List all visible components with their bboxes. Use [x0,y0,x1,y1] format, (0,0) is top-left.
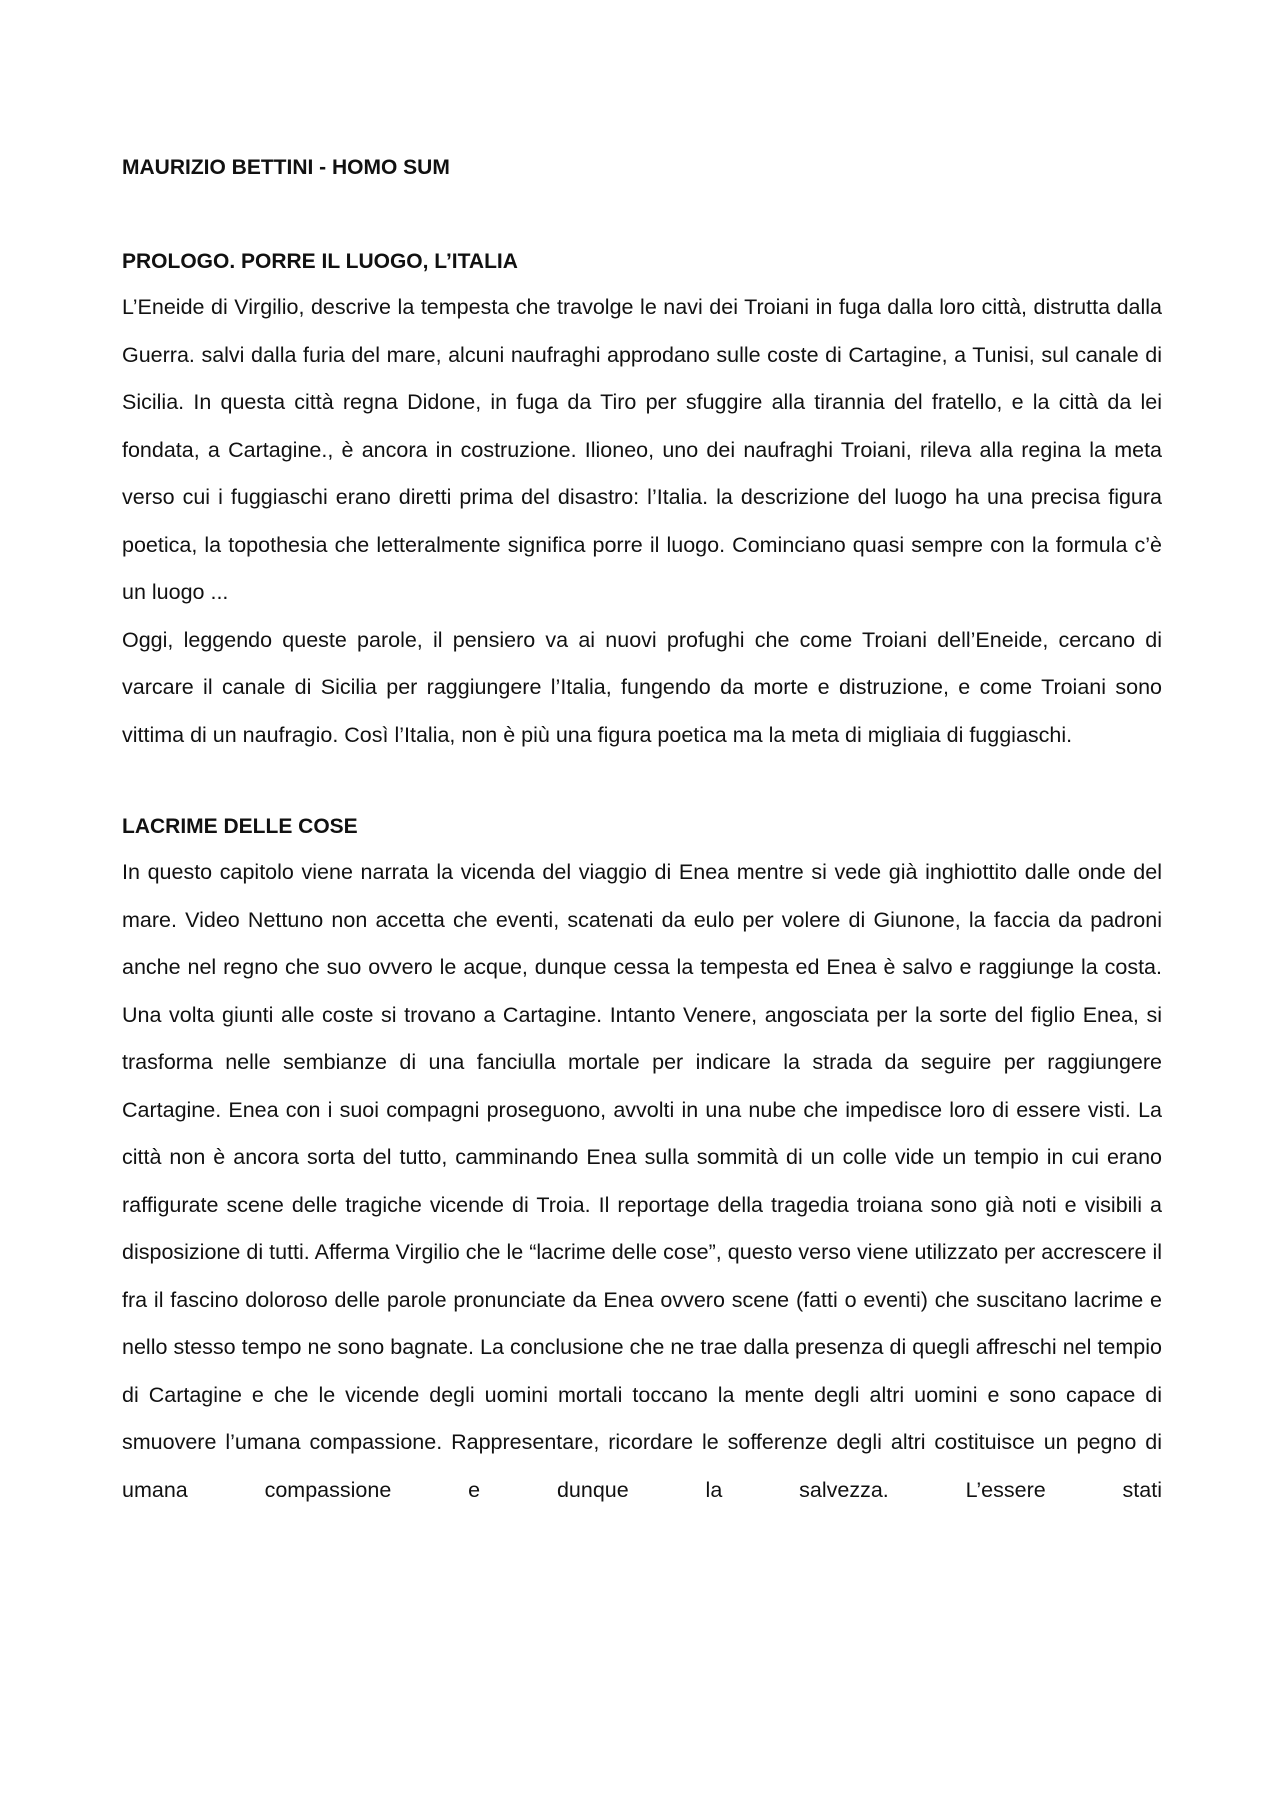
paragraph: Oggi, leggendo queste parole, il pensiero va ai nuovi profughi che come Troiani dell’Eneide, cercano di varcare il canale di Sicilia per raggiungere l’Italia, fungendo da morte e distruzione, e come Troiani sono vittima di un naufragio. Così l’Italia, non è più una figura poetica ma la meta di migliaia di fuggiaschi. [122,627,1162,747]
section-heading: PROLOGO. PORRE IL LUOGO, L’ITALIA [122,250,518,273]
paragraph: In questo capitolo viene narrata la vicenda del viaggio di Enea mentre si vede già inghiottito dalle onde del mare. Video Nettuno non accetta che eventi, scatenati da eulo per volere di Giunone, la faccia da padroni anche nel regno che suo ovvero le acque, dunque cessa la tempesta ed Enea è salvo e raggiunge la costa. Una volta giunti alle coste si trovano a Cartagine. Intanto Venere, angosciata per la sorte del figlio Enea, si trasforma nelle sembianze di una fanciulla mortale per indicare la strada da seguire per raggiungere Cartagine. Enea con i suoi compagni proseguono, avvolti in una nube che impedisce loro di essere visti. La città non è ancora sorta del tutto, camminando Enea sulla sommità di un colle vide un tempio in cui erano raffigurate scene delle tragiche vicende di Troia. Il reportage della tragedia troiana sono già noti e visibili a disposizione di tutti. Afferma Virgilio che le “lacrime delle cose”, questo verso viene utilizzato per accrescere il fra il fascino doloroso delle parole pronunciate da Enea ovvero scene (fatti o eventi) che suscitano lacrime e nello stesso tempo ne sono bagnate. La conclusione che ne trae dalla presenza di quegli affreschi nel tempio di Cartagine e che le vicende degli uomini mortali toccano la mente degli altri uomini e sono capace di smuovere l’umana compassione. Rappresentare, ricordare le sofferenze degli altri costituisce un pegno di umana compassione e dunque la salvezza. L’essere stati [122,860,1162,1502]
document-page [122,152,1162,1514]
section-lacrime-delle-cose [122,811,1162,1514]
document-title: MAURIZIO BETTINI - HOMO SUM [122,156,450,179]
section-prologo [122,246,1162,759]
paragraph: L’Eneide di Virgilio, descrive la tempesta che travolge le navi dei Troiani in fuga dalla loro città, distrutta dalla Guerra. salvi dalla furia del mare, alcuni naufraghi approdano sulle coste di Cartagine, a Tunisi, sul canale di Sicilia. In questa città regna Didone, in fuga da Tiro per sfuggire alla tirannia del fratello, e la città da lei fondata, a Cartagine., è ancora in costruzione. Ilioneo, uno dei naufraghi Troiani, rileva alla regina la meta verso cui i fuggiaschi erano diretti prima del disastro: l’Italia. la descrizione del luogo ha una precisa figura poetica, la topothesia che letteralmente significa porre il luogo. Cominciano quasi sempre con la formula c’è un luogo ... [122,295,1162,604]
section-heading: LACRIME DELLE COSE [122,815,358,838]
